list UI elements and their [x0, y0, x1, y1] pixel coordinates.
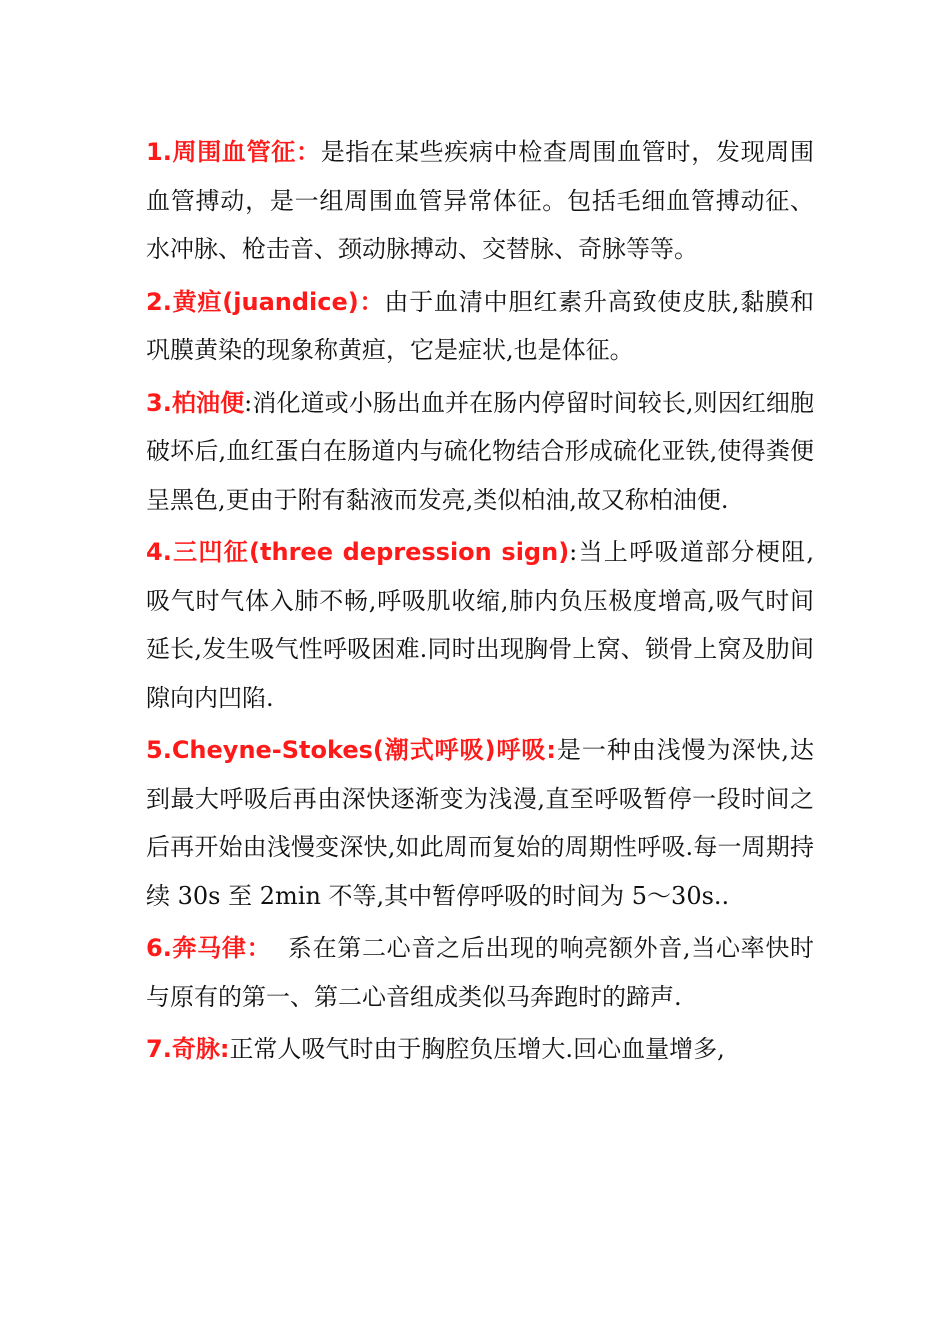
- entry-separator: :: [546, 736, 556, 764]
- entry-jaundice: [146, 278, 814, 375]
- entry-separator: :: [219, 1035, 230, 1063]
- entry-separator: ：: [358, 287, 385, 316]
- entry-term: 4.三凹征(three depression sign): [146, 538, 570, 566]
- entry-term: 7.奇脉: [146, 1035, 220, 1063]
- entry-definition: 系在第二心音之后出现的响亮额外音,当心率快时与原有的第一、第二心音组成类似马奔跑时的蹄声.: [146, 934, 815, 1011]
- entry-definition: 是一种由浅慢为深快,达到最大呼吸后再由深快逐渐变为浅漫,直至呼吸暂停一段时间之后再开始由浅慢变深快,如此周而复始的周期性呼吸.每一周期持续 30s 至 2min 不等,其中暂停呼吸的时间为 5～30s..: [146, 736, 814, 910]
- entry-separator: :: [569, 538, 578, 566]
- entry-definition: 消化道或小肠出血并在肠内停留时间较长,则因红细胞破坏后,血红蛋白在肠道内与硫化物结合形成硫化亚铁,使得粪便呈黑色,更由于附有黏液而发亮,类似柏油,故又称柏油便.: [146, 388, 814, 514]
- entry-peripheral-vascular-sign: [146, 128, 814, 274]
- document-content: [146, 128, 814, 1078]
- entry-term: 1.周围血管征: [146, 138, 297, 166]
- entry-three-depression-sign: [146, 528, 814, 722]
- entry-definition: 是指在某些疾病中检查周围血管时，发现周围血管搏动，是一组周围血管异常体征。包括毛细血管搏动征、水冲脉、枪击音、颈动脉搏动、交替脉、奇脉等等。: [146, 138, 814, 263]
- entry-definition: 由于血清中胆红素升高致使皮肤,黏膜和巩膜黄染的现象称黄疸，它是症状,也是体征。: [146, 287, 814, 364]
- entry-definition: 当上呼吸道部分梗阻,吸气时气体入肺不畅,呼吸肌收缩,肺内负压极度增高,吸气时间延长,发生吸气性呼吸困难.同时出现胸骨上窝、锁骨上窝及肋间隙向内凹陷.: [146, 538, 814, 712]
- entry-cheyne-stokes: [146, 726, 814, 920]
- entry-separator: ：: [246, 934, 272, 962]
- entry-term: 6.奔马律: [146, 934, 247, 962]
- entry-term: 5.Cheyne-Stokes(潮式呼吸)呼吸: [146, 736, 547, 764]
- entry-term: 2.黄疸(juandice): [146, 287, 359, 316]
- entry-tarry-stool: [146, 379, 814, 525]
- entry-separator: :: [244, 388, 253, 417]
- entry-paradoxical-pulse: [146, 1025, 814, 1074]
- entry-gallop-rhythm: [146, 924, 814, 1021]
- entry-separator: ：: [296, 138, 321, 166]
- entry-definition: 正常人吸气时由于胸腔负压增大.回心血量增多,: [229, 1035, 725, 1063]
- entry-term: 3.柏油便: [146, 388, 245, 417]
